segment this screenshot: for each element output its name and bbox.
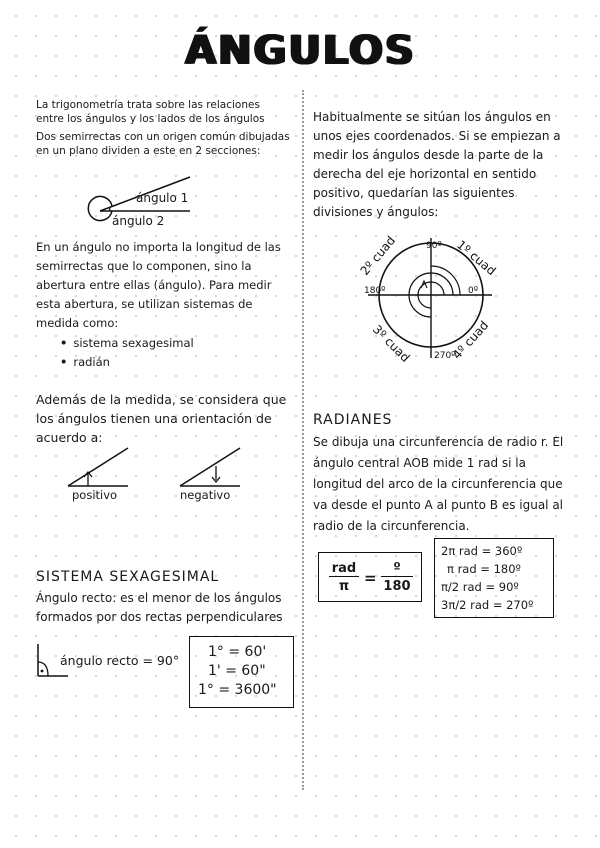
equivalence-line: 1° = 3600" xyxy=(198,682,277,698)
right-angle-definition: Ángulo recto: es el menor de los ángulos formados por dos rectas perpendiculares xyxy=(36,591,283,624)
equivalence-line: π rad = 180º xyxy=(447,562,521,576)
quadrant-1-label: 1º cuad xyxy=(454,237,499,279)
right-angle-label: ángulo recto = 90° xyxy=(60,653,180,668)
deg-90-label: 90º xyxy=(426,241,442,251)
positive-label: positivo xyxy=(72,488,118,502)
deg-270-label: 270º xyxy=(434,351,456,361)
page-title: ÁNGULOS xyxy=(184,28,416,74)
radians-paragraph: Se dibuja una circunferencia de radio r. El ángulo central AOB mide 1 rad si la longitud del arco de la circunferencia que va desde el punto A al punto B es igual al radio de la circunferencia. xyxy=(313,435,564,533)
formula-denominator-right: 180 xyxy=(383,579,411,594)
column-divider xyxy=(302,90,304,790)
list-item: • sistema sexagesimal xyxy=(60,334,280,353)
axes-paragraph: Habitualmente se sitúan los ángulos en unos ejes coordenados. Si se empiezan a medir los ángulos desde la parte de la derecha del eje horizontal en sentido positivo, quedarían las siguientes divisiones y ángulos: xyxy=(313,110,561,219)
formula-numerator-right: º xyxy=(381,562,413,577)
deg-0-label: 0º xyxy=(468,286,478,296)
quadrant-circle-diagram xyxy=(357,233,499,366)
intro-paragraph-1: La trigonometría trata sobre las relaciones entre los ángulos y los lados de los ángulos xyxy=(36,99,265,125)
equivalence-line: 1' = 60" xyxy=(208,663,266,679)
angle-2-label: ángulo 2 xyxy=(112,214,165,228)
formula-numerator-left: rad xyxy=(329,562,359,577)
quadrant-2-label: 2º cuad xyxy=(357,233,399,278)
systems-list xyxy=(44,334,280,372)
quadrant-4-label: 4º cuad xyxy=(449,318,492,363)
orientation-paragraph: Además de la medida, se considera que los ángulos tienen una orientación de acuerdo a: xyxy=(36,392,287,445)
equivalence-line: 1° = 60' xyxy=(208,644,267,660)
radians-heading: RADIANES xyxy=(313,412,393,428)
angle-1-label: ángulo 1 xyxy=(136,191,189,205)
list-item: • radián xyxy=(60,353,280,372)
equivalence-line: π/2 rad = 90º xyxy=(441,580,519,594)
negative-orientation-diagram xyxy=(178,446,248,492)
sexagesimal-heading: SISTEMA SEXAGESIMAL xyxy=(36,569,220,585)
deg-180-label: 180º xyxy=(364,286,386,296)
positive-orientation-diagram xyxy=(66,446,136,492)
equivalence-line: 3π/2 rad = 270º xyxy=(441,598,534,612)
intro-paragraph-2: Dos semirrectas con un origen común dibujadas en un plano dividen a este en 2 secciones: xyxy=(36,131,290,157)
formula-denominator-left: π xyxy=(338,579,350,594)
sexagesimal-equivalences-box xyxy=(189,636,294,708)
radian-equivalences-box xyxy=(434,538,554,618)
quadrant-3-label: 3º cuad xyxy=(369,322,413,365)
conversion-formula-box xyxy=(318,552,422,602)
negative-label: negativo xyxy=(180,488,231,502)
formula-equals: = xyxy=(364,569,377,587)
equivalence-line: 2π rad = 360º xyxy=(441,544,523,558)
measure-paragraph: En un ángulo no importa la longitud de las semirrectas que lo componen, sino la abertura entre ellas (ángulo). Para medir esta abertura, se utilizan sistemas de medida como: xyxy=(36,240,281,330)
